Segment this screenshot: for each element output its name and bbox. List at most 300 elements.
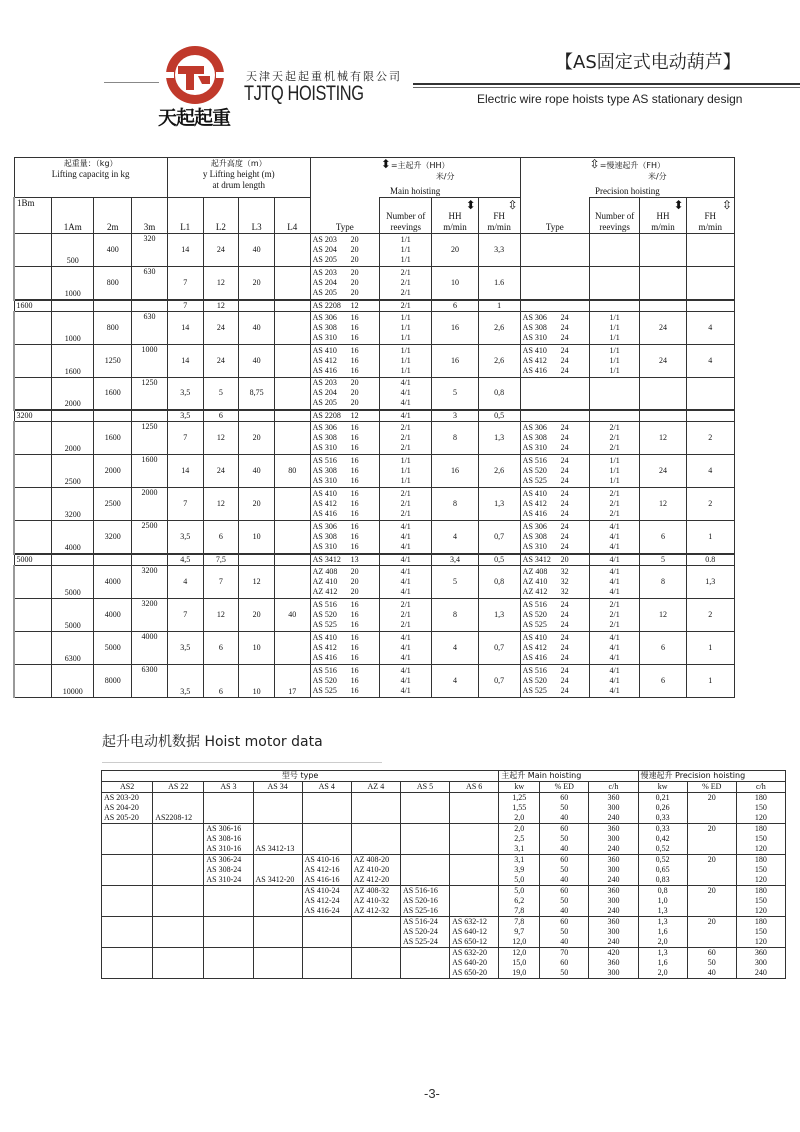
main-unit: 米/分: [435, 171, 455, 181]
prec-kw-value: 0,33: [655, 824, 670, 833]
reeving-value: 4/1: [400, 652, 411, 662]
type-model: AS 520: [312, 675, 337, 685]
type-code: [313, 653, 377, 663]
prec-fh: [686, 300, 734, 312]
capacity-1bm: [14, 598, 52, 631]
prec-ch-value: 180: [754, 793, 767, 802]
height-l4: [274, 300, 310, 312]
main-kw-value: 6,2: [514, 896, 525, 905]
main-ch: [589, 855, 638, 886]
prec-kw-value: 0,83: [655, 875, 670, 884]
type-model: AS 204: [312, 388, 337, 398]
precision-hoisting-group-header: 慢速起升 Precision hoisting: [638, 771, 785, 782]
prec-type: [520, 664, 589, 697]
motor-type-code: AS 306-16: [206, 824, 242, 833]
type-model: AS 416: [312, 509, 337, 518]
spec-row: [14, 377, 735, 410]
prec-ch-value: 180: [754, 855, 767, 864]
type-code: [313, 522, 377, 532]
motor-col-header: AS 22: [153, 782, 204, 793]
motor-type-cell: [253, 824, 302, 855]
prec-fh: 1: [686, 521, 734, 554]
motor-col-header: AS 3: [204, 782, 253, 793]
col-reevings-line2: reevings: [390, 222, 421, 232]
motor-type-code: AS 516-16: [402, 886, 438, 895]
type-code: [313, 288, 377, 298]
motor-type-code: AS 412-16: [304, 865, 340, 874]
prec-hh: [640, 410, 686, 422]
reeving-value: 4/1: [400, 576, 411, 586]
main-kw-value: 12,0: [512, 948, 527, 957]
type-model: AS 525: [312, 619, 337, 629]
height-header-en: Lifting height (m): [209, 169, 275, 179]
motor-type-code: AS2208-12: [155, 813, 193, 822]
prec-hh: 6: [640, 664, 686, 697]
type-model: AS 205: [312, 255, 337, 264]
type-speed: 24: [560, 499, 569, 508]
height-l3: 10: [239, 631, 275, 664]
prec-ch: [736, 793, 785, 824]
capacity-3m: 3200: [132, 598, 168, 631]
reeving-value: 2/1: [609, 443, 620, 452]
motor-data-table: [101, 770, 786, 979]
motor-type-cell: [302, 886, 351, 917]
main-reevings: [379, 377, 432, 410]
capacity-3m: 630: [132, 267, 168, 300]
motor-type-code: AS 520-16: [402, 896, 438, 905]
type-speed: 24: [560, 456, 569, 465]
type-model: AS 410: [312, 632, 337, 642]
main-ed-value: 50: [560, 927, 569, 936]
type-code: [523, 676, 587, 686]
type-model: AS 3412: [312, 554, 341, 564]
prec-ed: [687, 886, 736, 917]
prec-ed-value: [690, 927, 734, 937]
page-title: 【AS固定式电动葫芦】: [555, 52, 741, 73]
motor-type-code: AS 640-20: [452, 958, 487, 967]
type-speed: 16: [350, 652, 359, 662]
prec-type: [520, 455, 589, 488]
main-fh: 2,6: [478, 311, 520, 344]
motor-type-code: AS 632-12: [452, 917, 487, 926]
type-speed: 24: [560, 332, 569, 342]
reeving-value: 4/1: [400, 566, 411, 576]
type-model: AS 306: [312, 423, 337, 432]
height-l4: [274, 344, 310, 377]
double-arrow-bold-icon: ⬍: [465, 198, 476, 212]
height-l4: 17: [274, 664, 310, 697]
reeving-value: 4/1: [609, 531, 620, 541]
type-code: [313, 466, 377, 476]
type-speed: 24: [560, 665, 569, 675]
main-ed-value: 60: [560, 958, 569, 967]
type-model: AS 308: [312, 531, 337, 541]
type-speed: 24: [560, 355, 569, 365]
capacity-2m: 800: [94, 311, 132, 344]
motor-type-cell: [450, 793, 499, 824]
type-speed: 16: [350, 665, 359, 675]
motor-type-cell: [400, 793, 449, 824]
type-speed: 24: [560, 642, 569, 652]
main-kw-value: 1,25: [512, 793, 527, 802]
main-ed: [540, 917, 589, 948]
capacity-3m: 630: [132, 311, 168, 344]
main-ch-value: 240: [607, 906, 620, 915]
col-prec-fh: [686, 198, 734, 234]
main-fh: 0,5: [478, 410, 520, 422]
double-arrow-outline-icon: ⇳: [589, 156, 600, 171]
capacity-2m: 8000: [94, 664, 132, 697]
reeving-value: 4/1: [400, 378, 411, 388]
type-code: [313, 532, 377, 542]
col-2m: 2m: [94, 198, 132, 234]
main-fh: 1,3: [478, 422, 520, 455]
reeving-value: 1/1: [400, 456, 411, 465]
main-ed: [540, 855, 589, 886]
prec-type: [520, 422, 589, 455]
motor-type-code: [256, 855, 300, 865]
prec-fh: [686, 267, 734, 300]
type-speed: 24: [560, 521, 569, 531]
reeving-value: 4/1: [400, 554, 411, 564]
capacity-2m: [94, 410, 132, 422]
motor-col-header: kw: [638, 782, 687, 793]
main-fh: 1: [478, 300, 520, 312]
main-ch-value: 420: [607, 948, 620, 957]
motor-data-body: [102, 793, 786, 979]
main-fh: 2,6: [478, 455, 520, 488]
prec-ed-value: 40: [707, 968, 716, 977]
main-fh: 1,3: [478, 598, 520, 631]
prec-ed-value: 20: [707, 793, 716, 802]
main-ed-value: 60: [560, 793, 569, 802]
main-reevings: [379, 311, 432, 344]
main-kw-value: 15,0: [512, 958, 527, 967]
main-type: [310, 234, 379, 267]
type-speed: 16: [350, 599, 359, 609]
motor-col-header: AS 6: [450, 782, 499, 793]
type-speed: 20: [350, 378, 359, 388]
type-speed: 16: [350, 541, 359, 551]
height-l2: 12: [203, 422, 239, 455]
reeving-value: 2/1: [609, 619, 620, 629]
spec-row: [14, 311, 735, 344]
main-kw: [499, 824, 540, 855]
col-prec-fh-label: FH: [704, 211, 717, 221]
reeving-value: 2/1: [609, 609, 620, 619]
type-code: [523, 643, 587, 653]
type-speed: 16: [350, 355, 359, 365]
type-model: AS 516: [312, 665, 337, 675]
capacity-3m: 1000: [132, 344, 168, 377]
main-kw-value: 2,5: [514, 834, 525, 843]
height-l4: [274, 554, 310, 566]
height-l1: 3,5: [167, 410, 203, 422]
main-kw-value: 7,8: [514, 906, 525, 915]
capacity-2m: 2000: [94, 455, 132, 488]
type-code: [313, 443, 377, 453]
height-l1: 3,5: [167, 631, 203, 664]
main-kw: [499, 886, 540, 917]
capacity-3m: [132, 300, 168, 312]
company-name-cn: 天津天起起重机械有限公司: [246, 70, 402, 83]
capacity-1bm: [14, 631, 52, 664]
motor-type-code: AS 650-20: [452, 968, 487, 977]
type-model: AS 203: [312, 235, 337, 244]
height-l2: 5: [203, 377, 239, 410]
prec-ch-value: 150: [754, 896, 767, 905]
type-speed: 32: [560, 576, 569, 586]
type-speed: 16: [350, 619, 359, 629]
prec-unit: 米/分: [647, 171, 667, 181]
main-ch-value: 360: [607, 958, 620, 967]
type-code: [313, 366, 377, 376]
spec-row: [14, 234, 735, 267]
logo-text: 天起起重: [158, 107, 231, 129]
reeving-value: 4/1: [400, 541, 411, 551]
reeving-value: 1/1: [400, 466, 411, 475]
type-speed: 32: [560, 566, 569, 576]
col-fh-label: FH: [493, 211, 505, 221]
prec-reevings: [589, 488, 639, 521]
reeving-value: 1/1: [609, 466, 620, 475]
motor-type-cell: [302, 793, 351, 824]
main-kw-value: 7,8: [514, 917, 525, 926]
type-model: AS 310: [312, 541, 337, 551]
main-reevings: [379, 598, 432, 631]
main-ch-value: 360: [607, 855, 620, 864]
motor-type-cell: [351, 948, 400, 979]
capacity-1bm: [14, 311, 52, 344]
main-ed-value: 60: [560, 855, 569, 864]
reeving-value: 2/1: [400, 609, 411, 619]
type-model: AS 203: [312, 267, 337, 277]
col-prec-hh-label: HH: [656, 211, 670, 221]
spec-row: [14, 344, 735, 377]
type-speed: 20: [560, 554, 569, 564]
prec-kw-value: 0,65: [655, 865, 670, 874]
motor-type-cell: [450, 917, 499, 948]
type-speed: 24: [560, 509, 569, 518]
type-model: AS 204: [312, 277, 337, 287]
height-l2: 12: [203, 488, 239, 521]
prec-fh: [686, 377, 734, 410]
type-model: AS 525: [312, 685, 337, 695]
capacity-2m: [94, 300, 132, 312]
height-l3: [239, 300, 275, 312]
main-ed-value: 50: [560, 803, 569, 812]
type-speed: 16: [350, 521, 359, 531]
height-l4: [274, 521, 310, 554]
capacity-1bm: [14, 565, 52, 598]
motor-type-cell: [102, 855, 153, 886]
prec-ed-value: [690, 803, 734, 813]
type-model: AS 310: [522, 541, 547, 551]
main-ch-value: 240: [607, 875, 620, 884]
main-ed-value: 60: [560, 917, 569, 926]
prec-hh: [640, 300, 686, 312]
capacity-3m: 1250: [132, 422, 168, 455]
capacity-header: [14, 158, 167, 198]
type-speed: 24: [560, 541, 569, 551]
type-code: [523, 653, 587, 663]
type-model: AZ 410: [522, 576, 548, 586]
capacity-1bm: [14, 455, 52, 488]
motor-type-cell: [450, 824, 499, 855]
prec-type: [520, 300, 589, 312]
main-ed-value: 40: [560, 813, 569, 822]
reeving-value: 1/1: [400, 332, 411, 342]
type-model: AS 306: [522, 423, 547, 432]
capacity-1am: 2500: [52, 455, 94, 488]
motor-type-cell: [102, 917, 153, 948]
reeving-value: 1/1: [400, 312, 411, 322]
height-l3: 20: [239, 422, 275, 455]
height-l1: 3,5: [167, 664, 203, 697]
main-ed-value: 50: [560, 865, 569, 874]
main-type: [310, 455, 379, 488]
height-l3: 10: [239, 664, 275, 697]
type-model: AS 204: [312, 245, 337, 254]
type-model: AS 416: [312, 652, 337, 662]
height-l1: 7: [167, 422, 203, 455]
prec-kw-value: 0,26: [655, 803, 670, 812]
reeving-value: 4/1: [609, 632, 620, 642]
main-type: [310, 422, 379, 455]
spec-row: [14, 410, 735, 422]
capacity-header-cn: 起重量：（kg）: [63, 159, 118, 168]
type-code: [523, 313, 587, 323]
main-reevings: [379, 300, 432, 312]
type-speed: 16: [350, 456, 359, 465]
height-l1: 14: [167, 455, 203, 488]
prec-reevings: [589, 234, 639, 267]
main-ed-value: 60: [560, 824, 569, 833]
prec-ch-value: 150: [754, 803, 767, 812]
prec-fh: 2: [686, 422, 734, 455]
prec-ch-value: 180: [754, 886, 767, 895]
col-hh-label: HH: [448, 211, 462, 221]
type-model: AS 525: [522, 476, 547, 485]
prec-kw-value: 0,21: [655, 793, 670, 802]
double-arrow-outline-icon: ⇳: [721, 198, 732, 212]
prec-kw-value: 0,8: [657, 886, 668, 895]
height-l2: 7,5: [203, 554, 239, 566]
capacity-3m: 3200: [132, 565, 168, 598]
type-code: [313, 643, 377, 653]
reeving-value: 1/1: [400, 345, 411, 355]
type-code: [523, 476, 587, 486]
height-l4: [274, 377, 310, 410]
col-prec-fh-unit: m/min: [698, 222, 723, 232]
motor-type-cell: [400, 824, 449, 855]
col-fh: [478, 198, 520, 234]
reeving-value: 2/1: [400, 300, 411, 310]
motor-type-cell: [253, 793, 302, 824]
main-fh: 0,7: [478, 664, 520, 697]
height-l2: 24: [203, 311, 239, 344]
reeving-value: 2/1: [400, 443, 411, 452]
type-model: AS 516: [522, 665, 547, 675]
motor-col-header: % ED: [540, 782, 589, 793]
motor-type-code: AS 308-24: [206, 865, 242, 874]
prec-reevings: [589, 554, 639, 566]
motor-type-code: [155, 803, 201, 813]
type-code: [313, 686, 377, 696]
type-code: [313, 301, 377, 311]
type-model: AS 516: [522, 599, 547, 609]
col-l4: L4: [274, 198, 310, 234]
reeving-value: 4/1: [400, 642, 411, 652]
reeving-value: 4/1: [609, 566, 620, 576]
reeving-value: 1/1: [609, 312, 620, 322]
main-kw-value: 12,0: [512, 937, 527, 946]
main-ch: [589, 886, 638, 917]
height-l1: 14: [167, 234, 203, 267]
type-model: AS 205: [312, 398, 337, 408]
type-model: AZ 412: [522, 586, 548, 596]
motor-type-code: AS 525-16: [402, 906, 438, 915]
spec-row: [14, 267, 735, 300]
main-fh: 0,8: [478, 377, 520, 410]
reeving-value: 1/1: [609, 332, 620, 342]
main-fh: 1,3: [478, 488, 520, 521]
height-l2: 6: [203, 521, 239, 554]
reeving-value: 4/1: [609, 554, 620, 564]
prec-hh: [640, 234, 686, 267]
prec-reevings: [589, 311, 639, 344]
motor-type-cell: [204, 855, 253, 886]
height-l3: 20: [239, 488, 275, 521]
height-l1: 3,5: [167, 377, 203, 410]
prec-ch-value: 150: [754, 865, 767, 874]
prec-fh: 4: [686, 344, 734, 377]
col-hh: [432, 198, 478, 234]
main-type: [310, 664, 379, 697]
height-l4: 80: [274, 455, 310, 488]
prec-ed: [687, 855, 736, 886]
motor-type-cell: [253, 855, 302, 886]
capacity-1bm: [14, 344, 52, 377]
capacity-1bm: [14, 377, 52, 410]
main-type: [310, 631, 379, 664]
motor-col-header: c/h: [736, 782, 785, 793]
prec-ed: [687, 793, 736, 824]
capacity-1bm: 5000: [14, 554, 52, 566]
col-prec-reevings-line2: reevings: [599, 222, 630, 232]
reeving-value: 2/1: [400, 433, 411, 442]
reeving-value: 2/1: [609, 433, 620, 442]
reeving-value: 2/1: [400, 499, 411, 508]
main-fh: 2,6: [478, 344, 520, 377]
prec-ch-value: 180: [754, 917, 767, 926]
motor-type-code: AZ 410-32: [353, 896, 390, 905]
type-code: [313, 542, 377, 552]
height-header-cn: 起升高度（m）: [210, 159, 267, 168]
prec-fh: 1: [686, 664, 734, 697]
height-prefix: y: [202, 169, 208, 179]
capacity-2m: 5000: [94, 631, 132, 664]
main-reevings: [379, 234, 432, 267]
main-reevings: [379, 631, 432, 664]
prec-ed-value: [690, 844, 734, 854]
prec-ch: [736, 824, 785, 855]
capacity-1am: [52, 410, 94, 422]
prec-type: [520, 488, 589, 521]
type-code: [523, 542, 587, 552]
col-fh-unit: m/min: [487, 222, 511, 232]
type-code: [523, 620, 587, 630]
